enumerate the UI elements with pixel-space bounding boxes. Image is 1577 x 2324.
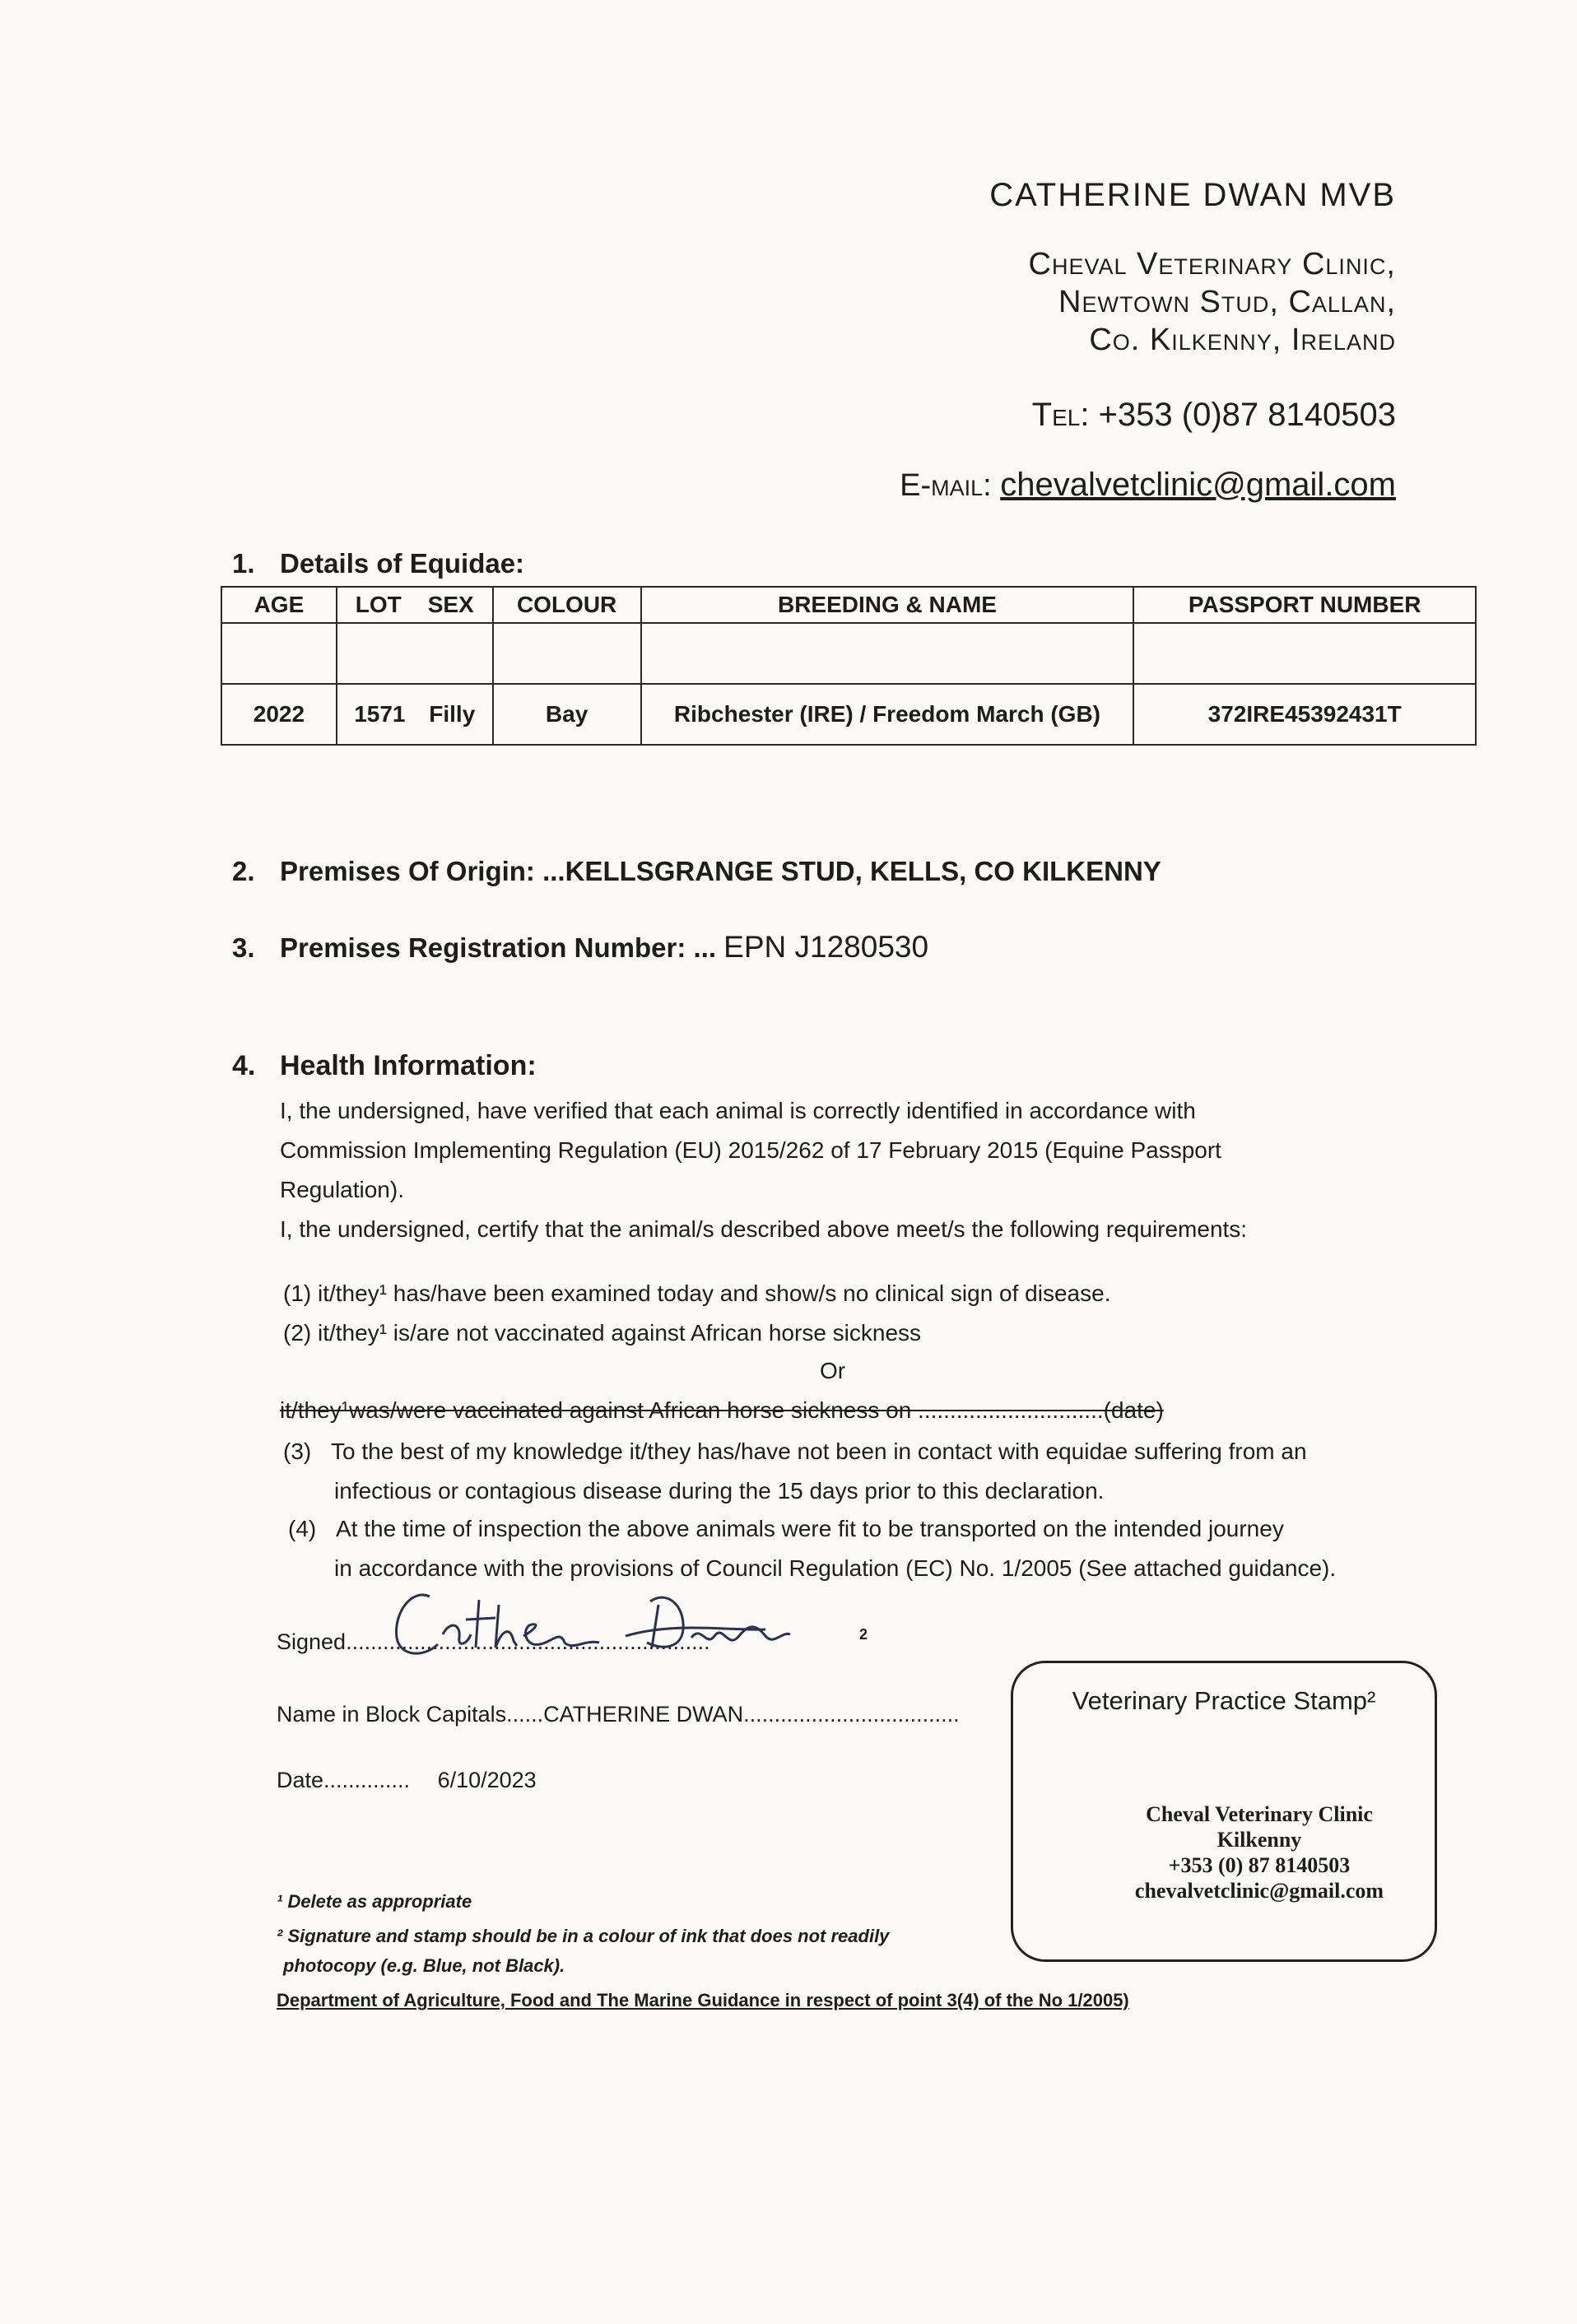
stamp-impression [1096, 1801, 1423, 1903]
footnote-2-line2: photocopy (e.g. Blue, not Black). [283, 1955, 565, 1976]
requirement-1: (1) it/they¹ has/have been examined today and show/s no clinical sign of disease. [283, 1281, 1111, 1306]
requirement-4-line2: in accordance with the provisions of Council Regulation (EC) No. 1/2005 (See attached guidance). [334, 1555, 1337, 1581]
section1-number: 1. [232, 548, 255, 579]
clinic-name: Cheval Veterinary Clinic, [1028, 247, 1396, 281]
header-sex: SEX [427, 592, 474, 617]
table-row-empty [221, 623, 1476, 684]
clinic-address-line1: Newtown Stud, Callan, [1058, 285, 1396, 319]
section2-label: Premises Of Origin: [280, 856, 543, 886]
signed-footnote-ref: 2 [859, 1626, 868, 1643]
letterhead [900, 177, 1396, 504]
premises-of-origin: ...KELLSGRANGE STUD, KELLS, CO KILKENNY [542, 856, 1161, 886]
email-link[interactable]: chevalvetclinic@gmail.com [1000, 467, 1396, 503]
or-label: Or [820, 1358, 846, 1383]
para1-line1: I, the undersigned, have verified that each animal is correctly identified in accordance with [280, 1098, 1196, 1123]
header-colour: COLOUR [493, 587, 641, 623]
section3-line [232, 930, 928, 964]
para1-line3: Regulation). [280, 1177, 404, 1202]
stamp-line1: Cheval Veterinary Clinic [1146, 1802, 1373, 1826]
equidae-table [221, 586, 1477, 746]
section4-heading [232, 1050, 537, 1082]
cell-passport: 372IRE45392431T [1133, 684, 1476, 745]
section3-number: 3. [232, 932, 255, 963]
stamp-line4: chevalvetclinic@gmail.com [1134, 1879, 1384, 1903]
requirement-2: (2) it/they¹ is/are not vaccinated against African horse sickness [283, 1320, 922, 1346]
requirement-3-number: (3) [283, 1439, 312, 1464]
cell-lot-sex [337, 684, 493, 745]
section1-heading [232, 548, 524, 579]
name-block-capitals: Name in Block Capitals......CATHERINE DWAN................................... [277, 1702, 960, 1727]
table-header-row [221, 587, 1476, 623]
requirement-3-line2: infectious or contagious disease during the 15 days prior to this declaration. [334, 1478, 1105, 1504]
requirement-3 [283, 1432, 1307, 1511]
cell-sex: Filly [429, 701, 476, 727]
requirements-list [283, 1274, 1110, 1353]
requirement-2-alternative: it/they¹was/were vaccinated against African horse sickness on .............................(date) [280, 1397, 1164, 1423]
header-lot-sex [337, 587, 493, 623]
premises-registration-number: EPN J1280530 [723, 930, 929, 964]
handwritten-signature [379, 1572, 840, 1671]
section4-title: Health Information: [280, 1050, 537, 1081]
date-value: 6/10/2023 [437, 1768, 537, 1792]
date-line [277, 1768, 537, 1793]
cell-lot: 1571 [354, 701, 406, 727]
cell-breeding: Ribchester (IRE) / Freedom March (GB) [641, 684, 1134, 745]
header-breeding: BREEDING & NAME [641, 587, 1134, 623]
requirement-3-line1: To the best of my knowledge it/they has/have not been in contact with equidae suffering from an [331, 1439, 1307, 1464]
table-row [221, 684, 1476, 745]
stamp-title: Veterinary Practice Stamp² [1072, 1686, 1376, 1715]
signed-label: Signed........................................................... [277, 1629, 710, 1654]
clinic-address-line2: Co. Kilkenny, Ireland [1089, 323, 1396, 357]
header-age: AGE [221, 587, 337, 623]
section2-line [232, 856, 1161, 887]
requirement-4-number: (4) [288, 1516, 317, 1541]
department-guidance-reference: Department of Agriculture, Food and The Marine Guidance in respect of point 3(4) of the No 1/2005) [277, 1990, 1129, 2010]
footnote-2-line1: ² Signature and stamp should be in a colour of ink that does not readily [277, 1926, 890, 1946]
cell-colour: Bay [493, 684, 641, 745]
section1-title: Details of Equidae: [280, 548, 525, 579]
stamp-line2: Kilkenny [1216, 1828, 1302, 1852]
header-passport: PASSPORT NUMBER [1133, 587, 1476, 623]
vet-name: CATHERINE DWAN MVB [989, 177, 1396, 213]
health-declaration-para1 [280, 1091, 1247, 1249]
email-label: E-mail: [900, 468, 1001, 503]
section2-number: 2. [232, 856, 255, 886]
cell-age: 2022 [221, 684, 337, 745]
footnote-1: ¹ Delete as appropriate [277, 1891, 472, 1912]
clinic-telephone: Tel: +353 (0)87 8140503 [1031, 397, 1396, 433]
requirement-4-line1: At the time of inspection the above animals were fit to be transported on the intended journey [336, 1516, 1284, 1541]
section4-number: 4. [232, 1050, 256, 1081]
para1-line2: Commission Implementing Regulation (EU) 2015/262 of 17 February 2015 (Equine Passport [280, 1137, 1221, 1163]
veterinary-practice-stamp-box [1011, 1661, 1437, 1962]
date-label: Date.............. [277, 1768, 411, 1792]
header-lot: LOT [355, 592, 402, 617]
clinic-email [900, 467, 1396, 504]
stamp-line3: +353 (0) 87 8140503 [1168, 1853, 1351, 1877]
section3-label: Premises Registration Number: ... [280, 932, 724, 963]
para2: I, the undersigned, certify that the animal/s described above meet/s the following requirements: [280, 1216, 1248, 1242]
